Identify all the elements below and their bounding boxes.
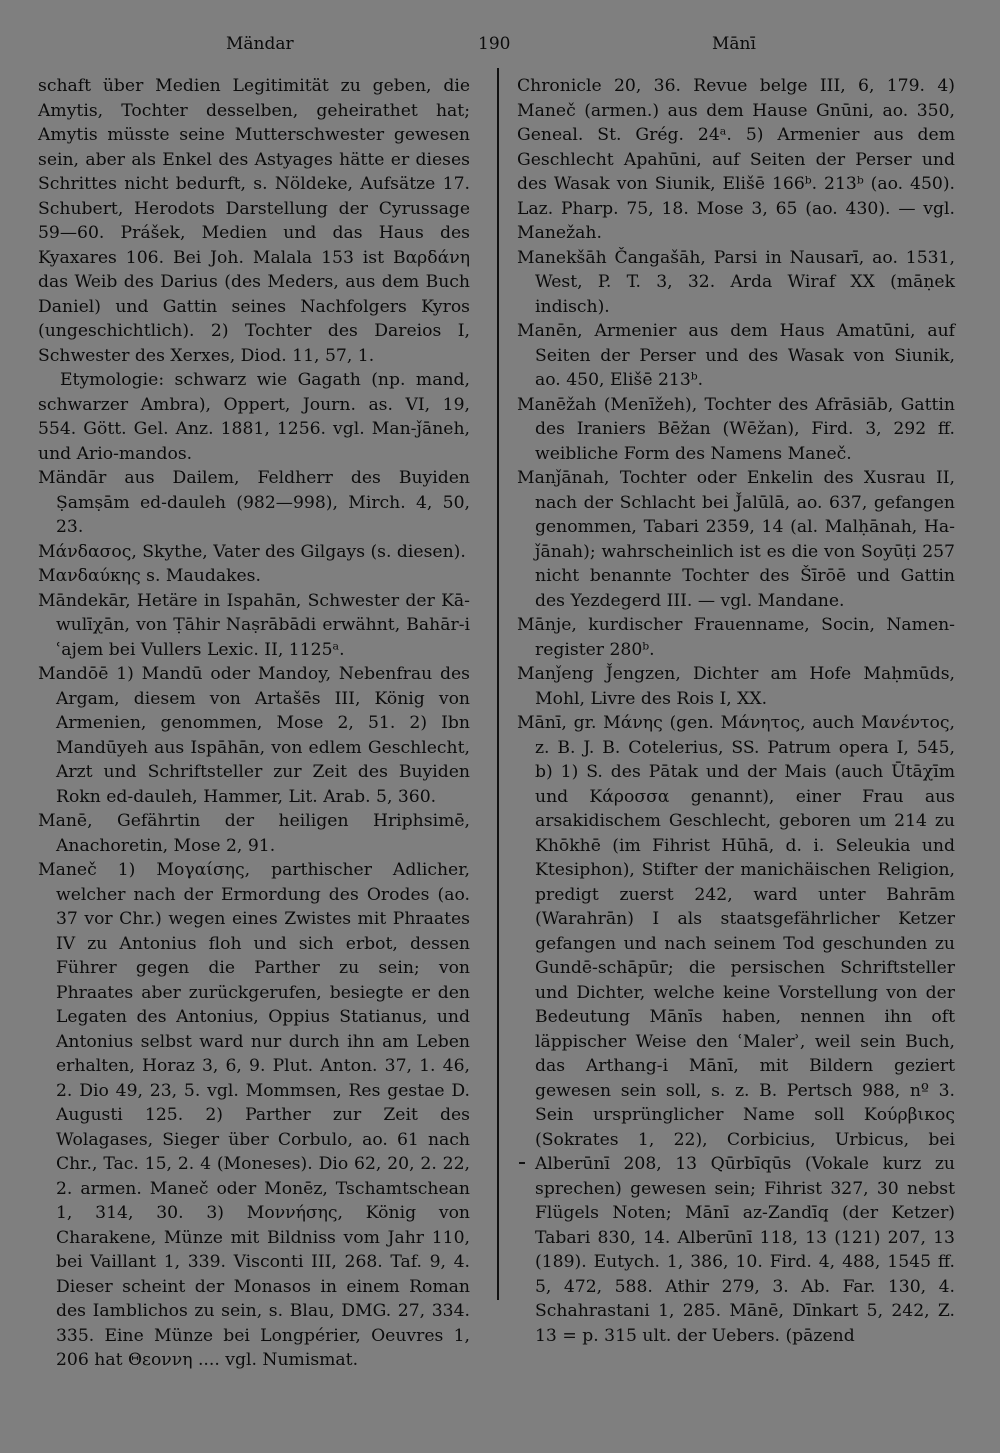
entry-mandekar: Māndekār, Hetäre in Ispahān, Schwester der Kā-wulīχān, von Ṭāhir Naṣrābādi erwähnt, Bahār-i ʿajem bei Vullers Lexic. II, 1125ᵃ. bbox=[38, 590, 470, 660]
header-right-headword: Mānī bbox=[712, 34, 756, 54]
header-left-headword: Mändar bbox=[226, 34, 294, 54]
entry-manekshah: Manekšāh Čangašāh, Parsi in Nausarī, ao. 1531, West, P. T. 3, 32. Arda Wiraf XX (māṇek indisch). bbox=[517, 247, 955, 317]
column-divider bbox=[497, 68, 499, 1300]
entry-manje: Mānje, kurdischer Frauenname, Socin, Namen-register 280ᵇ. bbox=[517, 615, 955, 660]
running-header bbox=[0, 32, 1000, 56]
entry-mandaukes: Μανδαύκης s. Maudakes. bbox=[38, 566, 261, 586]
entry-manen: Manēn, Armenier aus dem Haus Amatūni, auf Seiten der Perser und des Wasak von Siunik, ao. 450, Elišē 213ᵇ. bbox=[517, 321, 955, 390]
entry-manec: Maneč 1) Μογαίσης, parthischer Adlicher, welcher nach der Ermordung des Orodes (ao. 37 vor Chr.) wegen eines Zwistes mit Phraates IV zu Antonius floh und sich erbot, dessen Führer gegen die Parther zu sein; von Phraates aber zurückgerufen, besiegte er den Legaten des Antonius, Oppius Statianus, und Antonius selbst ward nur durch ihn am Leben erhalten, Horaz 3, 6, 9. Plut. Anton. 37, 1. 46, 2. Dio 49, 23, 5. vgl. Mommsen, Res gestae D. Augusti 125. 2) Parther zur Zeit des Wolagases, Sieger über Corbulo, ao. 61 nach Chr., Tac. 15, 2. 4 (Moneses). Dio 62, 20, 2. 22, 2. armen. Maneč oder Monēz, Tschamtschean 1, 314, 30. 3) Μοννήσης, König von Charakene, Münze mit Bildniss vom Jahr 110, bei Vaillant 1, 339. Visconti III, 268. Taf. 9, 4. Dieser scheint der Monasos in einem Roman des Iamblichos zu sein, s. Blau, DMG. 27, 334. 335. Eine Münze bei Longpérier, Oeuvres 1, 206 hat Θεοννη .... vgl. Numismat. bbox=[38, 860, 470, 1370]
entry-continuation-right: Chronicle 20, 36. Revue belge III, 6, 179. 4) Maneč (armen.) aus dem Hause Gnūni, ao. 350, Geneal. St. Grég. 24ᵃ. 5) Armenier aus dem Geschlecht Apahūni, auf Seiten der Perser und des Wasak von Siunik, Elišē 166ᵇ. 213ᵇ (ao. 450). Laz. Pharp. 75, 18. Mose 3, 65 (ao. 430). — vgl. Manežah. bbox=[517, 76, 955, 243]
entry-mandar: Mändār aus Dailem, Feldherr des Buyiden Ṣamṣām ed-dauleh (982—998), Mirch. 4, 50, 23. bbox=[38, 468, 470, 537]
entry-mane: Manē, Gefährtin der heiligen Hriphsimē, Anachoretin, Mose 2, 91. bbox=[38, 811, 470, 856]
entry-mandoe: Mandōē 1) Mandū oder Mandoy, Nebenfrau des Argam, diesem von Artašēs III, König von Armenien, genommen, Mose 2, 51. 2) Ibn Mandūyeh aus Ispāhān, von edlem Geschlecht, Arzt und Schriftsteller zur Zeit des Buyiden Rokn ed-dauleh, Hammer, Lit. Arab. 5, 360. bbox=[38, 664, 470, 807]
etymology-paragraph: Etymologie: schwarz wie Gagath (np. mand, schwarzer Ambra), Oppert, Journ. as. VI, 19, 554. Gött. Gel. Anz. 1881, 1256. vgl. Man-ǰāneh, und Ario-mandos. bbox=[38, 370, 470, 464]
entry-manjeng: Manǰeng J̌engzen, Dichter am Hofe Maḥmūds, Mohl, Livre des Rois I, XX. bbox=[517, 664, 955, 709]
entry-mandasos: Μάνδασος, Skythe, Vater des Gilgays (s. diesen). bbox=[38, 541, 466, 562]
right-column bbox=[517, 74, 955, 1348]
entry-manjanah: Manǰānah, Tochter oder Enkelin des Xusrau II, nach der Schlacht bei J̌alūlā, ao. 637, gefangen genommen, Tabari 2359, 14 (al. Malḥānah, Ha-ǰānah); wahrscheinlich ist es die von Soyūṭi 257 nicht benannte Tochter des Šīrōē und Gattin des Yezdegerd III. — vgl. Mandane. bbox=[517, 468, 955, 611]
entry-continuation: schaft über Medien Legitimität zu geben, die Amytis, Tochter desselben, geheirathet hat; Amytis müsste seine Mutterschwester gewesen sein, aber als Enkel des Astyages hätte er dieses Schrittes nicht bedurft, s. Nöldeke, Aufsätze 17. Schubert, Herodots Darstellung der Cyrussage 59—60. Prášek, Medien und das Haus des Kyaxares 106. Bei Joh. Malala 153 ist Βαρδάνη das Weib des Darius (des Meders, aus dem Buch Daniel) und Gattin seines Nachfolgers Kyros (ungeschichtlich). 2) Tochter des Dareios I, Schwester des Xerxes, Diod. 11, 57, 1. bbox=[38, 76, 470, 366]
left-column bbox=[38, 74, 470, 1373]
page-number: 190 bbox=[478, 34, 511, 54]
margin-mark bbox=[519, 1162, 525, 1164]
entry-manezah: Manēžah (Menīžeh), Tochter des Afrāsiāb, Gattin des Iraniers Bēžan (Wēžan), Fird. 3, 292 ff. weibliche Form des Namens Maneč. bbox=[517, 394, 955, 464]
entry-mani: Mānī, gr. Μάνης (gen. Μάνητος, auch Μανέντος, z. B. J. B. Cotelerius, SS. Patrum opera I, 545, b) 1) S. des Pātak und der Mais (auch Ūtāχīm und Κάροσσα genannt), einer Frau aus arsakidischem Geschlecht, geboren um 214 zu Khōkhē (im Fihrist Hūhā, d. i. Seleukia und Ktesiphon), Stifter der manichäischen Religion, predigt zuerst 242, ward unter Bahrām (Warahrān) I als staatsgefährlicher Ketzer gefangen und nach seinem Tod geschunden zu Gundē-schāpūr; die persischen Schriftsteller und Dichter, welche keine Vorstellung von der Bedeutung Mānīs haben, nennen ihn oft läppischer Weise den ʿMalerʾ, weil sein Buch, das Arthang-i Mānī, mit Bildern geziert gewesen sein soll, s. z. B. Pertsch 988, nº 3. Sein ursprünglicher Name soll Κούρβικος (Sokrates 1, 22), Corbicius, Urbicus, bei Alberūnī 208, 13 Qūrbīqūs (Vokale kurz zu sprechen) gewesen sein; Fihrist 327, 30 nebst Flügels Noten; Mānī az-Zandīq (der Ketzer) Tabari 830, 14. Alberūnī 118, 13 (121) 207, 13 (189). Eutych. 1, 386, 10. Fird. 4, 488, 1545 ff. 5, 472, 588. Athir 279, 3. Ab. Far. 130, 4. Schahrastani 1, 285. Mānē, Dīnkart 5, 242, Z. 13 = p. 315 ult. der Uebers. (pāzend bbox=[517, 713, 955, 1346]
